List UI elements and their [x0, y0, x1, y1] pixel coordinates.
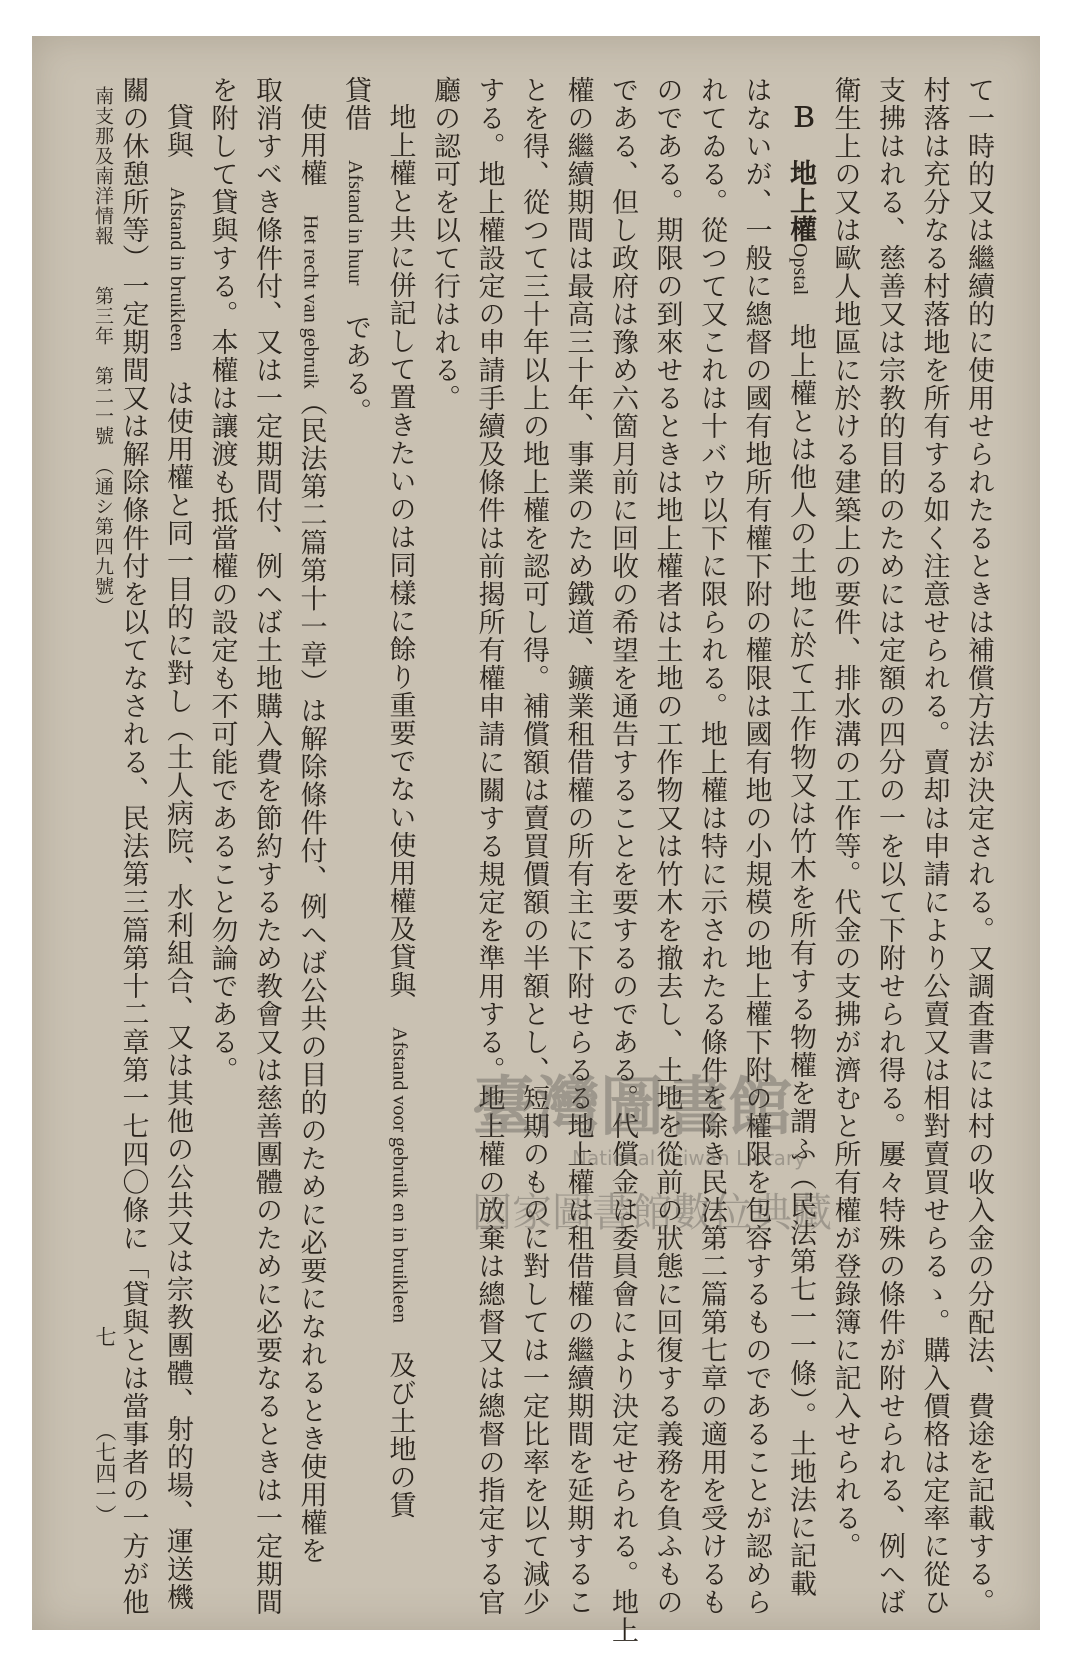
book-page [32, 36, 1040, 1644]
column-text: 衛生上の又は歐人地區に於ける建築上の要件、排水溝の工作等。代金の支拂が濟むと所有權が登錄簿に記入せられる。 [829, 76, 861, 1560]
column-text: とを得、從つて三十年以上の地上權を認可し得。補償額は賣買價額の半額とし、短期のものに對しては一定比率を以て減少 [518, 76, 549, 1616]
text-column [689, 76, 733, 1616]
column-text: 關の休憩所等）一定期間又は解除條件付を以てなされる、民法第三篇第十二章第一七四〇條に「貸與とは當事者の一方が他 [117, 76, 149, 1616]
text-column [200, 76, 244, 1084]
column-text: 廳の認可を以て行はれる。 [429, 76, 460, 412]
text-column [467, 76, 511, 1616]
text-column [645, 76, 689, 1616]
column-text: である。 [340, 285, 371, 426]
text-column [333, 76, 377, 426]
page-number-total: （七四一） [93, 1420, 117, 1526]
dutch-term: Afstand voor gebruik en in bruikleen [388, 1027, 411, 1324]
dutch-term: Afstand in huur [344, 160, 366, 286]
column-text: 權の繼續期間は最高三十年、事業のため鐵道、鑛業租借權の所有主に下附せらるる地上權は租借權の繼續期間を延期するこ [562, 76, 594, 1616]
column-text: （民法第二篇第十一章）は解除條件付、例へば公共の目的のために必要になれるとき使用權を [295, 388, 327, 1565]
column-text: 貸借 [340, 76, 371, 160]
text-column [422, 76, 466, 412]
text-column [244, 76, 288, 1616]
section-heading: Ｂ 地上權 [785, 103, 816, 243]
column-text: 地上權と共に併記して置きたいのは同樣に餘り重要でない使用權及貸與 [384, 103, 416, 1027]
column-text: する。地上權設定の申請手續及條件は前揭所有權申請に關する規定を準用する。地上權の放棄は總督又は總督の指定する官 [473, 76, 505, 1616]
text-column [912, 76, 956, 1616]
dutch-term: Het recht van gebruik [299, 215, 322, 389]
column-text: 地上權とは他人の土地に於て工作物又は竹木を所有する物權を謂ふ（民法第七一一條）。土地法に記載 [785, 295, 816, 1598]
column-text: て一時的又は繼續的に使用せられたるときは補償方法が決定される。又調査書には村の收入金の分配法、費途を記載する。 [963, 76, 994, 1616]
text-column [823, 76, 867, 1560]
column-text: 貸與 [162, 103, 193, 187]
text-column [734, 76, 778, 1616]
text-column [289, 76, 333, 1565]
column-text: 支拂はれる、慈善又は宗教的目的のためには定額の四分の一を以て下附せられ得る。屢々特殊の條件が附せられる、例へば [874, 76, 905, 1616]
column-text: はないが、一般に總督の國有地所有權下附の權限は國有地の小規模の地上權下附の權限を包容するものであることが認めら [740, 76, 772, 1616]
library-watermark [452, 1036, 832, 1246]
text-column [155, 76, 199, 1611]
text-column [556, 76, 600, 1616]
column-text: である、但し政府は豫め六箇月前に回收の希望を通告することを要するのである。代償金は委員會により決定せられる。地上 [607, 76, 638, 1644]
page-number-section [90, 1326, 120, 1525]
column-text: 取消すべき條件付、又は一定期間付、例へば土地購入費を節約するため教會又は慈善團體のために必要なるときは一定期間 [251, 76, 282, 1616]
text-column [511, 76, 555, 1616]
column-text: を附して貸與する。本權は讓渡も抵當權の設定も不可能であること勿論である。 [206, 76, 238, 1084]
watermark-bottom: 國家圖書館數位典藏 [472, 1190, 832, 1236]
column-text: 及び土地の賃 [384, 1323, 416, 1520]
text-column [378, 76, 422, 1519]
watermark-sub: National Taiwan Library [572, 1146, 806, 1170]
dutch-term: Afstand in bruikleen [166, 187, 188, 352]
page-number: 七 [93, 1326, 117, 1347]
column-text: 使用權 [295, 103, 327, 215]
running-footer: 南支那及南洋情報 第三年 第二一號 （通シ第四九號） [92, 86, 114, 617]
text-column [956, 76, 1000, 1616]
column-text: のである。期限の到來せるときは地上權者は土地の工作物又は竹木を撤去し、土地を從前の狀態に回復する義務を負ふもの [651, 76, 683, 1616]
text-column [778, 76, 822, 1598]
dutch-term: Opstal [789, 243, 811, 296]
watermark-main: 臺灣圖書館 [472, 1071, 792, 1145]
column-text: れてゐる。從つて又これは十バウ以下に限られる。地上權は特に示されたる條件を除き民法第二篇第七章の適用を受けるも [696, 76, 727, 1616]
text-column [600, 76, 644, 1644]
text-column [867, 76, 911, 1616]
column-text: 村落は充分なる村落地を所有する如く注意せられる。賣却は申請により公賣又は相對賣買せらるゝ。購入價格は定率に從ひ [918, 76, 950, 1616]
column-text: は使用權と同一目的に對し（土人病院、水利組合、又は其他の公共又は宗教團體、射的場、運送機 [162, 351, 193, 1612]
